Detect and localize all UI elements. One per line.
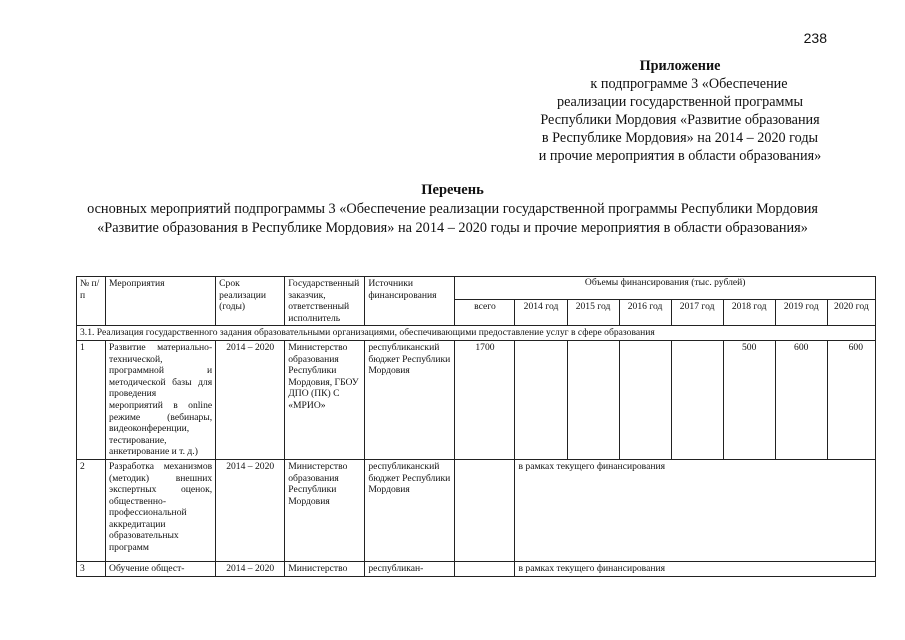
row-funding-note: в рамках текущего финансирования — [515, 561, 876, 576]
row-y2018: 500 — [723, 340, 775, 459]
document-title: Перечень — [421, 182, 484, 198]
appendix-line: и прочие мероприятия в области образования» — [538, 148, 822, 164]
table-header-row — [77, 277, 876, 300]
appendix-heading: Приложение — [639, 58, 721, 74]
header-year: 2020 год — [827, 299, 875, 326]
row-term: 2014 – 2020 — [216, 340, 285, 459]
row-y2020: 600 — [827, 340, 875, 459]
row-customer: Министерство образования Республики Мордовия, ГБОУ ДПО (ПК) С «МРИО» — [285, 340, 365, 459]
row-sources: республиканский бюджет Республики Мордовия — [365, 459, 455, 561]
row-activity: Обучение общест- — [106, 561, 216, 576]
header-year: 2016 год — [619, 299, 671, 326]
appendix-line: к подпрограмме 3 «Обеспечение — [590, 76, 788, 92]
activities-table — [76, 276, 876, 577]
row-y2019: 600 — [775, 340, 827, 459]
row-funding-note: в рамках текущего финансирования — [515, 459, 876, 561]
header-year: 2018 год — [723, 299, 775, 326]
row-activity: Разработка механизмов (методик) внешних экспертных оценок, общественно-профессиональной аккредитации образовательных программ — [106, 459, 216, 561]
row-sources: республикан- — [365, 561, 455, 576]
appendix-block — [480, 57, 880, 165]
header-year: 2015 год — [567, 299, 619, 326]
section-title: 3.1. Реализация государственного задания образовательными организациями, обеспечивающими предоставление услуг в сфере образования — [77, 326, 876, 341]
header-year: 2019 год — [775, 299, 827, 326]
appendix-line: в Республике Мордовия» на 2014 – 2020 годы — [541, 130, 819, 146]
header-year: 2017 год — [671, 299, 723, 326]
table-row — [77, 561, 876, 576]
header-term: Срок реализации (годы) — [216, 277, 285, 326]
row-y2014 — [515, 340, 567, 459]
row-sources: республиканский бюджет Республики Мордовия — [365, 340, 455, 459]
header-customer: Государственный заказчик, ответственный исполнитель — [285, 277, 365, 326]
header-activity: Мероприятия — [106, 277, 216, 326]
row-total: 1700 — [455, 340, 515, 459]
row-total — [455, 561, 515, 576]
row-activity: Развитие материально-технической, программной и методической базы для проведения мероприятий в online режиме (вебинары, видеоконференции, тестирование, анкетирование и т. д.) — [106, 340, 216, 459]
row-total — [455, 459, 515, 561]
header-funding: Объемы финансирования (тыс. рублей) — [455, 277, 876, 300]
row-y2016 — [619, 340, 671, 459]
table-row — [77, 459, 876, 561]
row-term: 2014 – 2020 — [216, 561, 285, 576]
row-num: 3 — [77, 561, 106, 576]
table-row — [77, 340, 876, 459]
row-customer: Министерство — [285, 561, 365, 576]
row-num: 2 — [77, 459, 106, 561]
row-y2017 — [671, 340, 723, 459]
row-y2015 — [567, 340, 619, 459]
page-number: 238 — [803, 30, 827, 46]
appendix-line: реализации государственной программы — [556, 94, 804, 110]
header-year: 2014 год — [515, 299, 567, 326]
header-sources: Источники финансирования — [365, 277, 455, 326]
row-customer: Министерство образования Республики Мордовия — [285, 459, 365, 561]
header-total: всего — [455, 299, 515, 326]
row-term: 2014 – 2020 — [216, 459, 285, 561]
appendix-line: Республики Мордовия «Развитие образования — [540, 112, 820, 128]
document-description: основных мероприятий подпрограммы 3 «Обеспечение реализации государственной программы Республики Мордовия «Развитие образования в Республике Мордовия» на 2014 – 2020 годы и прочие мероприятия в области образования» — [87, 201, 818, 236]
row-num: 1 — [77, 340, 106, 459]
header-num: № п/п — [77, 277, 106, 326]
section-row — [77, 326, 876, 341]
